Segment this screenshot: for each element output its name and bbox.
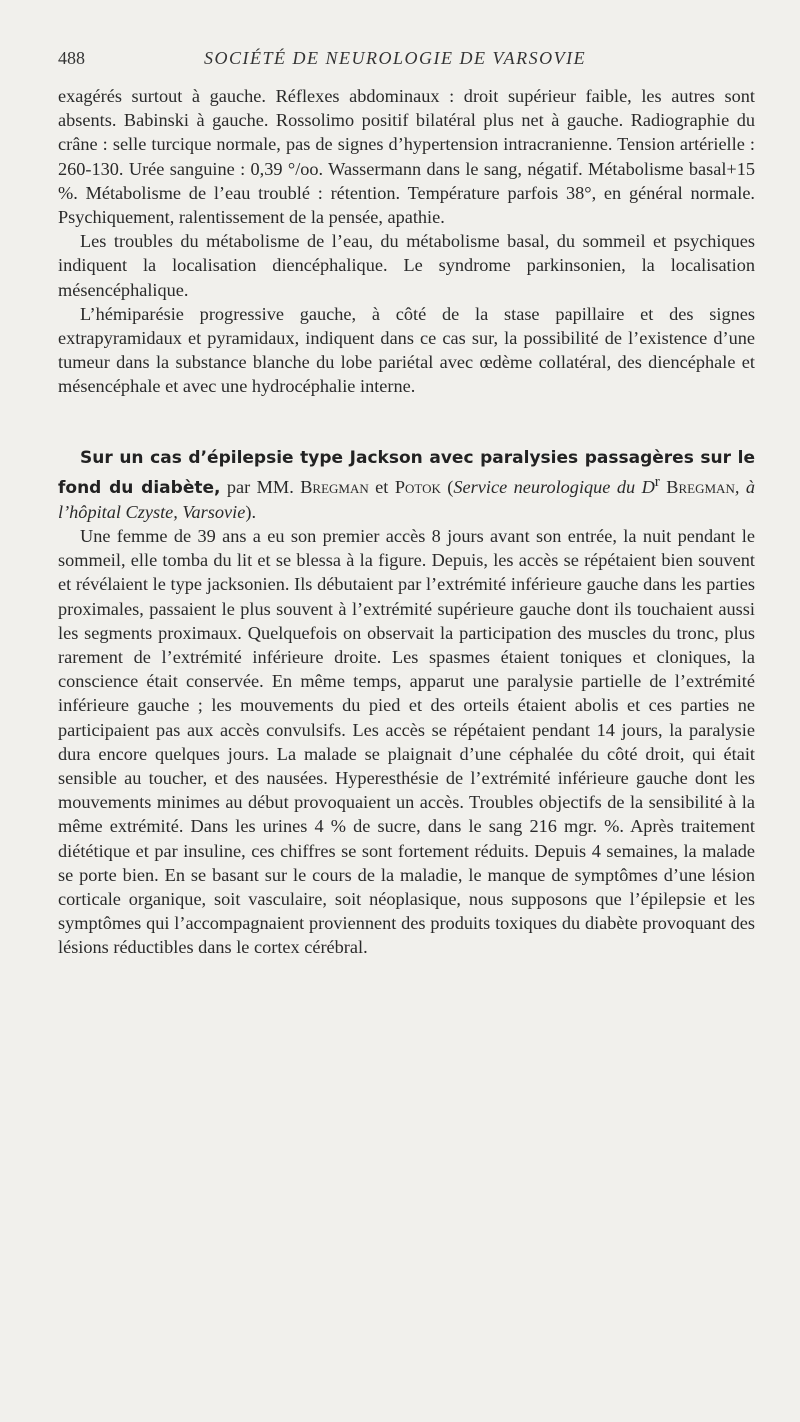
paragraph-case: Une femme de 39 ans a eu son premier accès 8 jours avant son entrée, la nuit pendant le sommeil, elle tomba du lit et se blessa à la figure. Depuis, les accès se répétaient bien souvent et révélaient le type jacksonien. Ils débutaient par l’extrémité inférieure gauche dans les parties proximales, passaient le plus souvent à l’extrémité supérieure gauche dont ils touchaient aussi les segments proximaux. Quelquefois on observait la participation des muscles du tronc, plus rarement de l’extrémité inférieure droite. Les spasmes étaient toniques et cloniques, la conscience était conservée. En même temps, apparut une paralysie partielle de l’extrémité inférieure gauche ; les mouvements du pied et des orteils étaient abolis et ces parties ne participaient pas aux accès convulsifs. Les accès se répétaient pendant 14 jours, la paralysie dura encore quelques jours. La malade se plaignait d’une céphalée du côté droit, qui était sensible au toucher, et des nausées. Hyperesthésie de l’extrémité inférieure gauche dont les mouvements minimes au début provoquaient un accès. Troubles objectifs de la sensibilité à la même extrémité. Dans les urines 4 % de sucre, dans le sang 216 mgr. %. Après traitement diététique et par insuline, ces chiffres se sont fortement réduits. Depuis 4 semaines, la malade se porte bien. En se basant sur le cours de la maladie, le manque de symptômes d’une lésion corticale organique, soit vasculaire, soit néoplasique, nous supposons que l’épilepsie et les symptômes qui l’accompagnaient proviennent des produits toxiques du diabète provoquant des lésions réductibles dans le cortex cérébral. — [58, 525, 755, 958]
author-bregman: Bregman — [300, 476, 369, 497]
paragraph-localisation: Les troubles du métabolisme de l’eau, du métabolisme basal, du sommeil et psychiques indiquent la localisation diencéphalique. Le syndrome parkinsonien, la localisation mésencéphalique. — [58, 231, 755, 300]
article-and: et — [375, 476, 389, 497]
running-title: SOCIÉTÉ DE NEUROLOGIE DE VARSOVIE — [204, 48, 587, 68]
affiliation-hospital: , à l’hôpital Czyste, Varsovie — [58, 476, 755, 522]
affiliation-close: ). — [245, 501, 257, 522]
affiliation-author: Bregman — [666, 476, 735, 497]
article-section — [58, 445, 755, 960]
article-title: Sur un cas d’épilepsie type Jackson avec paralysies passagères sur le fond du diabète, — [58, 447, 755, 498]
page-number: 488 — [58, 48, 85, 68]
author-potok: Potok — [394, 476, 441, 497]
affiliation-sup: r — [654, 472, 660, 490]
page-body — [58, 84, 755, 960]
article-heading — [58, 445, 755, 524]
page-header — [58, 44, 755, 74]
affiliation-service: Service neurologique du D — [453, 476, 655, 497]
affiliation-open: ( — [447, 476, 454, 497]
paragraph-hemiparesie: L’hémiparésie progressive gauche, à côté de la stase papillaire et des signes extrapyramidaux et pyramidaux, indiquent dans ce cas sur, la possibilité de l’existence d’une tumeur dans la substance blanche du lobe pariétal avec œdème collatéral, des diencéphale et mésencéphale et avec une hydrocéphalie interne. — [58, 303, 755, 397]
article-by: par MM. — [226, 476, 294, 497]
paragraph-continuation: exagérés surtout à gauche. Réflexes abdominaux : droit supérieur faible, les autres sont absents. Babinski à gauche. Rossolimo positif bilatéral plus net à gauche. Radiographie du crâne : selle turcique normale, pas de signes d’hypertension intracranienne. Tension artérielle : 260-130. Urée sanguine : 0,39 °/oo. Wassermann dans le sang, négatif. Métabolisme basal+15 %. Métabolisme de l’eau troublé : rétention. Température parfois 38°, en général normale. Psychiquement, ralentissement de la pensée, apathie. — [58, 86, 755, 228]
